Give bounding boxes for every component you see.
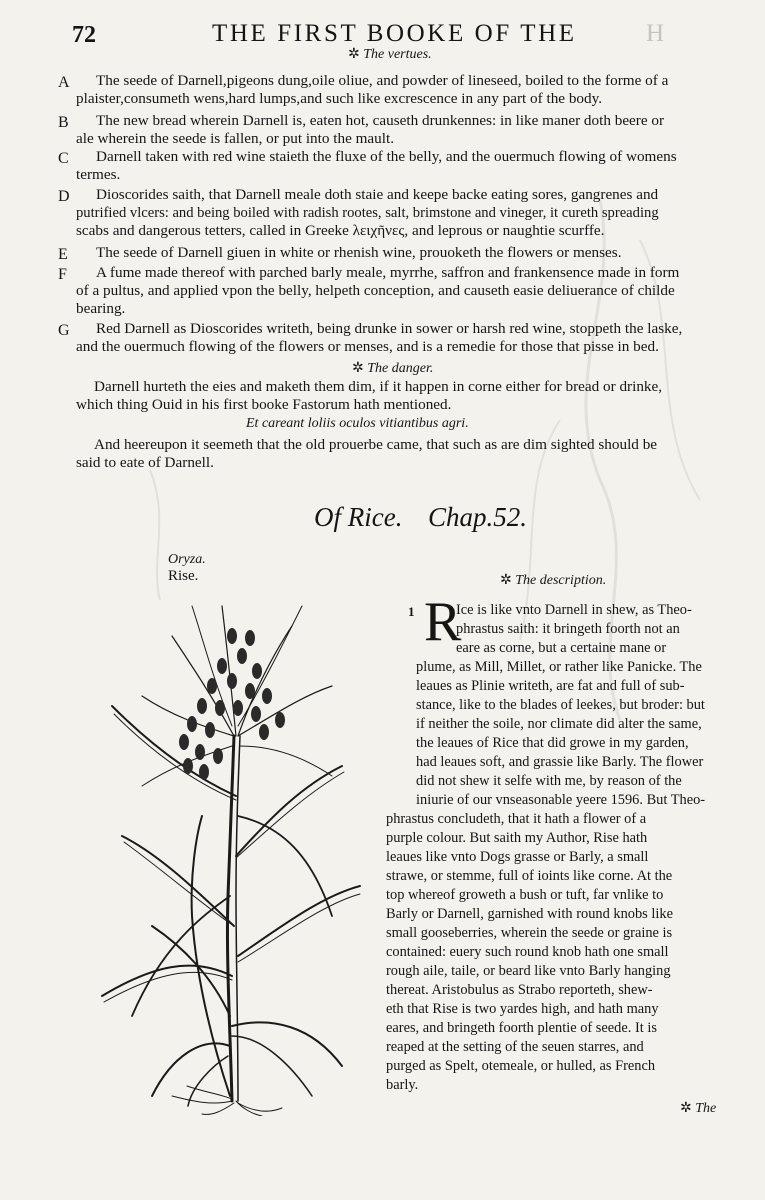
vertue-g-line-2: and the ouermuch flowing of the flowers or menses, and is a remedie for those that pisse in bed. xyxy=(76,338,659,355)
desc-line: had leaues soft, and grassie like Barly. The flower xyxy=(416,754,704,770)
vertue-a-line-1: The seede of Darnell,pigeons dung,oile oliue, and powder of lineseed, boiled to the forme of a xyxy=(96,72,669,89)
vertue-b-line-2: ale wherein the seede is fallen, or put into the mault. xyxy=(76,130,394,147)
asterism-icon: ✲ xyxy=(500,573,516,588)
figure-english-name: Rise. xyxy=(168,568,199,584)
desc-line: Ice is like vnto Darnell in shew, as Theo- xyxy=(456,602,692,618)
proverb-line-2: said to eate of Darnell. xyxy=(76,454,214,471)
desc-line: iniurie of our vnseasonable yeere 1596. But Theo- xyxy=(416,792,706,808)
marker-c: C xyxy=(58,150,69,167)
proverb-line-1: And heereupon it seemeth that the old prouerbe came, that such as are dim sighted should be xyxy=(94,436,658,453)
desc-line: thereat. Aristobulus as Strabo reporteth, shew- xyxy=(386,982,653,998)
vertues-heading xyxy=(348,46,432,63)
vertue-e-line-1: The seede of Darnell giuen in white or rhenish wine, prouoketh the flowers or menses. xyxy=(96,244,622,261)
desc-line: the leaues of Rice that did growe in my garden, xyxy=(416,735,689,751)
desc-line: reaped at the setting of the seuen starres, and xyxy=(386,1039,644,1055)
chapter-number: Chap.52. xyxy=(428,502,528,532)
vertue-c-line-2: termes. xyxy=(76,166,121,183)
desc-line: phrastus concludeth, that it hath a flower of a xyxy=(386,811,647,827)
catchword xyxy=(680,1100,716,1117)
catchword-text: The xyxy=(695,1101,717,1116)
marker-e: E xyxy=(58,246,68,263)
page-number: 72 xyxy=(72,22,96,48)
marker-d: D xyxy=(58,188,70,205)
vertue-d-line-2: putrified vlcers: and being boiled with radish rootes, salt, brimstone and vineger, it cureth spreading xyxy=(76,205,659,221)
drop-cap: R xyxy=(424,591,462,653)
danger-line-2: which thing Ouid in his first booke Fastorum hath mentioned. xyxy=(76,396,452,413)
danger-heading-text: The danger. xyxy=(367,361,434,376)
asterism-icon: ✲ xyxy=(352,361,368,376)
ovid-quote: Et careant loliis oculos vitiantibus agri. xyxy=(246,416,469,431)
figure-latin-name: Oryza. xyxy=(168,552,206,567)
vertue-c-line-1: Darnell taken with red wine staieth the fluxe of the belly, and the ouermuch flowing of womens xyxy=(96,148,677,165)
vertue-d-line-1: Dioscorides saith, that Darnell meale doth staie and keepe backe eating sores, gangrenes and xyxy=(96,186,659,203)
desc-line: did not shew it selfe with me, by reason of the xyxy=(416,773,682,789)
desc-line: strawe, or stemme, full of ioints like corne. At the xyxy=(386,868,673,884)
desc-line: leaues like vnto Dogs grasse or Barly, a small xyxy=(386,849,649,865)
danger-heading xyxy=(352,360,433,377)
desc-line: rough aile, taile, or beard like vnto Barly hanging xyxy=(386,963,671,979)
asterism-icon: ✲ xyxy=(348,47,364,62)
desc-line: contained: euery such round knob hath one small xyxy=(386,944,669,960)
rice-plant-illustration xyxy=(92,596,372,1116)
description-heading-text: The description. xyxy=(515,573,607,588)
desc-line: eare as corne, but a certaine mane or xyxy=(456,640,667,656)
desc-line: Barly or Darnell, garnished with round knobs like xyxy=(386,906,673,922)
vertue-a-line-2: plaister,consumeth wens,hard lumps,and such like excrescence in any part of the body. xyxy=(76,90,603,107)
desc-line: plume, as Mill, Millet, or rather like Panicke. The xyxy=(416,659,702,675)
vertue-f-line-1: A fume made thereof with parched barly meale, myrrhe, saffron and frankensence made in form xyxy=(96,264,680,281)
marker-b: B xyxy=(58,114,69,131)
desc-line: purple colour. But saith my Author, Rise hath xyxy=(386,830,648,846)
vertue-f-line-2: of a pultus, and applied vpon the belly, helpeth conception, and causeth easie deliuerance of childe xyxy=(76,282,675,299)
desc-line: small gooseberries, wherein the seede or graine is xyxy=(386,925,673,941)
vertue-d-line-3: scabs and dangerous tetters, called in Greeke λειχῆνες, and leprous or naughtie scurffe. xyxy=(76,222,605,239)
marker-g: G xyxy=(58,322,70,339)
marker-f: F xyxy=(58,266,67,283)
running-title: THE FIRST BOOKE OF THE xyxy=(212,20,577,47)
vertue-b-line-1: The new bread wherein Darnell is, eaten hot, causeth drunkennes: in like maner doth beere or xyxy=(96,112,665,129)
desc-line: barly. xyxy=(386,1077,419,1093)
desc-line: leaues as Plinie writeth, are fat and full of sub- xyxy=(416,678,685,694)
description-heading xyxy=(500,572,606,589)
bleed-fragment: H xyxy=(646,20,665,47)
vertue-f-line-3: bearing. xyxy=(76,300,126,317)
chapter-title: Of Rice. xyxy=(314,502,403,532)
asterism-icon: ✲ xyxy=(680,1101,696,1116)
vertue-g-line-1: Red Darnell as Dioscorides writeth, being drunke in sower or harsh red wine, stoppeth the laske, xyxy=(96,320,683,337)
desc-line: top whereof groweth a bush or tuft, far vnlike to xyxy=(386,887,664,903)
desc-line: purged as Spelt, otemeale, or hulled, as French xyxy=(386,1058,656,1074)
vertues-heading-text: The vertues. xyxy=(363,47,432,62)
section-number: 1 xyxy=(408,604,415,619)
desc-line: phrastus saith: it bringeth foorth not an xyxy=(456,621,680,637)
danger-line-1: Darnell hurteth the eies and maketh them dim, if it happen in corne either for bread or drinke, xyxy=(94,378,663,395)
marker-a: A xyxy=(58,74,70,91)
desc-line: stance, like to the blades of leekes, but broder: but xyxy=(416,697,705,713)
desc-line: eth that Rise is two yardes high, and hath many xyxy=(386,1001,659,1017)
desc-line: if neither the soile, nor climate did alter the same, xyxy=(416,716,702,732)
desc-line: eares, and bringeth foorth plentie of seede. It is xyxy=(386,1020,657,1036)
